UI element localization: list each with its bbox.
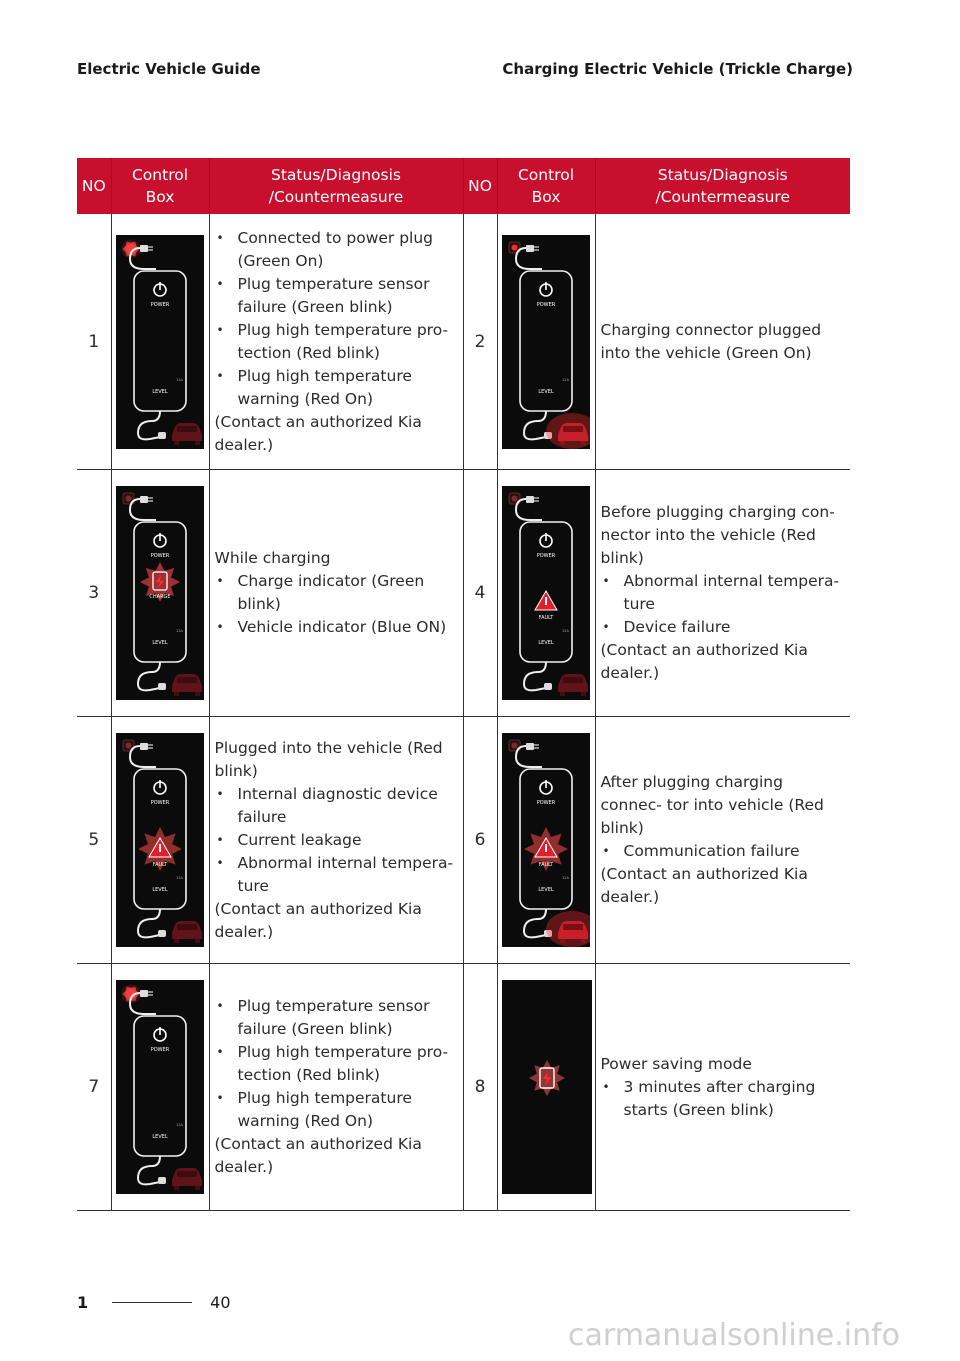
- row-number: 2: [463, 214, 497, 470]
- status-bullet-list: [601, 570, 845, 639]
- control-box-icon: [116, 733, 204, 947]
- status-bullet: • Plug temperature sensor failure (Green blink): [215, 273, 457, 319]
- svg-text:12A: 12A: [176, 377, 183, 382]
- control-box-cell: [111, 470, 209, 717]
- status-intro: While charging: [214, 549, 331, 567]
- status-bullet: • Abnormal internal tempera- ture: [215, 852, 457, 898]
- svg-text:FAULT: FAULT: [538, 615, 554, 621]
- status-cell: [595, 964, 850, 1211]
- control-box-status-table: [77, 158, 850, 1211]
- svg-text:12A: 12A: [176, 629, 183, 633]
- col-header-no: NO: [463, 158, 497, 214]
- status-bullet: • Communication failure: [601, 840, 845, 863]
- status-cell: [209, 964, 463, 1211]
- row-number: 7: [77, 964, 111, 1211]
- table-row: [77, 214, 850, 470]
- status-bullet: • 3 minutes after charging starts (Green blink): [601, 1076, 845, 1122]
- svg-text:POWER: POWER: [150, 800, 170, 806]
- status-note: (Contact an authorized Kia dealer.): [600, 641, 808, 682]
- svg-text:LEVEL: LEVEL: [152, 388, 168, 395]
- status-bullet: • Internal diagnostic device failure: [215, 783, 457, 829]
- status-cell: [209, 470, 463, 717]
- control-box-cell: [111, 964, 209, 1211]
- table-row: [77, 964, 850, 1211]
- svg-text:12A: 12A: [562, 876, 569, 880]
- control-box-cell: [111, 717, 209, 964]
- status-note: (Contact an authorized Kia dealer.): [214, 412, 422, 454]
- status-bullet-list: [215, 227, 457, 411]
- document-header-left: Electric Vehicle Guide: [77, 60, 261, 78]
- svg-text:POWER: POWER: [150, 553, 170, 559]
- row-number: 8: [463, 964, 497, 1211]
- footer-rule: [112, 1302, 192, 1303]
- svg-text:LEVEL: LEVEL: [538, 887, 554, 893]
- table-row: [77, 470, 850, 717]
- svg-text:POWER: POWER: [536, 553, 556, 559]
- document-header-right: Charging Electric Vehicle (Trickle Charge): [502, 60, 853, 78]
- status-bullet: • Vehicle indicator (Blue ON): [215, 616, 457, 639]
- svg-text:FAULT: FAULT: [538, 862, 554, 868]
- status-bullet: • Current leakage: [215, 829, 457, 852]
- svg-text:FAULT: FAULT: [152, 862, 168, 868]
- status-bullet: • Abnormal internal tempera- ture: [601, 570, 845, 616]
- svg-text:12A: 12A: [562, 629, 569, 633]
- col-header-status: Status/Diagnosis /Countermeasure: [595, 158, 850, 214]
- control-box-cell: [497, 470, 595, 717]
- section-number: 1: [77, 1293, 89, 1312]
- status-bullet-list: [601, 1076, 845, 1122]
- status-cell: [209, 214, 463, 470]
- status-cell: [595, 214, 850, 470]
- status-bullet: • Plug temperature sensor failure (Green blink): [215, 995, 457, 1041]
- table-header-row: [77, 158, 850, 214]
- status-note: (Contact an authorized Kia dealer.): [214, 899, 422, 941]
- svg-text:LEVEL: LEVEL: [152, 1134, 168, 1140]
- status-bullet: • Device failure: [601, 616, 845, 639]
- svg-text:POWER: POWER: [536, 301, 556, 308]
- control-box-icon: [116, 235, 204, 449]
- status-bullet: • Connected to power plug (Green On): [215, 227, 457, 273]
- control-box-icon: [116, 980, 204, 1194]
- control-box-icon: [502, 235, 590, 449]
- status-bullet-list: [601, 840, 845, 863]
- col-header-status: Status/Diagnosis /Countermeasure: [209, 158, 463, 214]
- status-cell: [209, 717, 463, 964]
- svg-text:POWER: POWER: [150, 1047, 170, 1053]
- col-header-control-box: Control Box: [497, 158, 595, 214]
- svg-text:POWER: POWER: [536, 800, 556, 806]
- svg-text:POWER: POWER: [150, 301, 170, 308]
- svg-text:CHARGE: CHARGE: [149, 594, 171, 600]
- status-note: (Contact an authorized Kia dealer.): [600, 865, 808, 906]
- svg-text:12A: 12A: [176, 1123, 183, 1127]
- svg-text:LEVEL: LEVEL: [152, 887, 168, 893]
- status-bullet-list: [215, 783, 457, 898]
- svg-text:LEVEL: LEVEL: [152, 640, 168, 646]
- page-number: 40: [210, 1293, 231, 1312]
- status-cell: [595, 470, 850, 717]
- control-box-cell: [497, 717, 595, 964]
- row-number: 1: [77, 214, 111, 470]
- status-bullet-list: [215, 995, 457, 1133]
- table-row: [77, 717, 850, 964]
- control-box-icon: [502, 980, 590, 1194]
- status-cell: [595, 717, 850, 964]
- status-intro: Charging connector plugged into the vehicle (Green On): [600, 320, 822, 362]
- status-bullet: • Plug high temperature warning (Red On): [215, 1087, 457, 1133]
- svg-text:12A: 12A: [562, 377, 569, 382]
- control-box-cell: [111, 214, 209, 470]
- control-box-icon: [502, 733, 590, 947]
- row-number: 4: [463, 470, 497, 717]
- row-number: 5: [77, 717, 111, 964]
- control-box-cell: [497, 964, 595, 1211]
- control-box-icon: [502, 486, 590, 700]
- svg-text:LEVEL: LEVEL: [538, 388, 554, 395]
- status-intro: Before plugging charging con- nector into the vehicle (Red blink): [600, 503, 835, 567]
- status-intro: Plugged into the vehicle (Red blink): [214, 738, 443, 780]
- control-box-icon: [116, 486, 204, 700]
- status-bullet: • Plug high temperature pro- tection (Red blink): [215, 319, 457, 365]
- col-header-no: NO: [77, 158, 111, 214]
- status-intro: Power saving mode: [600, 1054, 752, 1073]
- status-bullet-list: [215, 570, 457, 639]
- status-bullet: • Plug high temperature pro- tection (Red blink): [215, 1041, 457, 1087]
- page-footer: [77, 1293, 231, 1312]
- status-intro: After plugging charging connec- tor into vehicle (Red blink): [600, 773, 824, 837]
- status-bullet: • Charge indicator (Green blink): [215, 570, 457, 616]
- control-box-cell: [497, 214, 595, 470]
- svg-text:12A: 12A: [176, 876, 183, 880]
- status-bullet: • Plug high temperature warning (Red On): [215, 365, 457, 411]
- row-number: 6: [463, 717, 497, 964]
- status-note: (Contact an authorized Kia dealer.): [214, 1135, 422, 1176]
- row-number: 3: [77, 470, 111, 717]
- col-header-control-box: Control Box: [111, 158, 209, 214]
- watermark: carmanualsonline.info: [568, 1318, 900, 1353]
- svg-text:LEVEL: LEVEL: [538, 640, 554, 646]
